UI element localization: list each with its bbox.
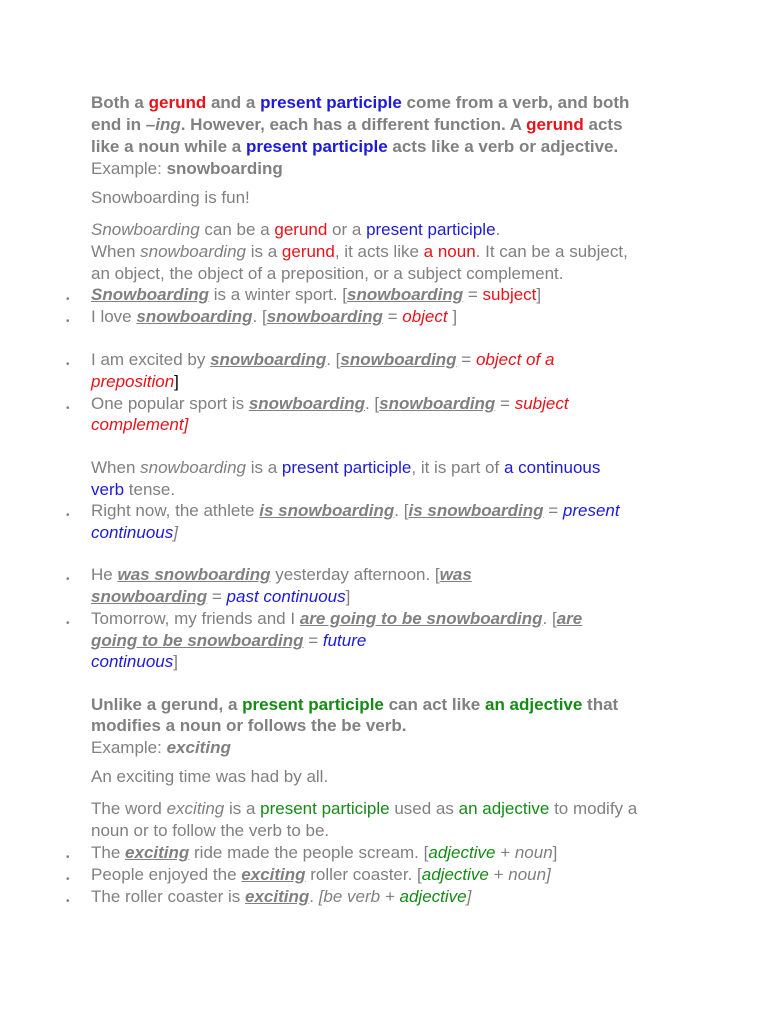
text-run: + bbox=[488, 865, 509, 884]
text-run: and a bbox=[206, 93, 261, 112]
target-word: exciting bbox=[125, 843, 190, 862]
sample-sentence: Snowboarding is fun! bbox=[91, 188, 250, 207]
text-run: or a bbox=[327, 220, 367, 239]
text-run: . It can be a subject, bbox=[475, 242, 628, 261]
text-run: is a bbox=[246, 242, 282, 261]
text-run: I am excited by bbox=[91, 350, 211, 369]
term-present-participle: present participle bbox=[260, 799, 390, 818]
list-item-continued bbox=[91, 651, 691, 673]
text-run: When bbox=[91, 458, 141, 477]
text-run: . [ bbox=[326, 350, 341, 369]
term-present-participle: present participle bbox=[245, 137, 388, 156]
target-word: exciting bbox=[245, 887, 310, 906]
function-label: [be verb + bbox=[318, 887, 400, 906]
function-label: complement bbox=[91, 415, 184, 434]
term-verb: verb bbox=[91, 480, 125, 499]
target-word: snowboarding bbox=[136, 307, 253, 326]
text-run: I love bbox=[91, 307, 137, 326]
participle-para-line-2 bbox=[91, 479, 691, 501]
example-label: Example: bbox=[91, 159, 167, 178]
target-word: snowboarding bbox=[379, 394, 496, 413]
intro-line-2 bbox=[91, 114, 691, 136]
text-run: The word bbox=[91, 799, 167, 818]
text-run: = bbox=[543, 501, 563, 520]
bullet-glyph: • bbox=[66, 403, 70, 414]
list-item-continued bbox=[91, 414, 691, 436]
function-label: past continuous bbox=[226, 587, 346, 606]
example-line bbox=[91, 158, 691, 180]
example-word: exciting bbox=[166, 738, 231, 757]
text-run: come from a verb, and both bbox=[401, 93, 630, 112]
text-run: = bbox=[382, 307, 403, 326]
sample-sentence: An exciting time was had by all. bbox=[91, 767, 329, 786]
adjective-intro-line-2: modifies a noun or follows the be verb. bbox=[91, 716, 407, 735]
term-continuous: a continuous bbox=[503, 458, 601, 477]
text-run: ] bbox=[552, 843, 558, 862]
text-run: is a bbox=[246, 458, 282, 477]
function-label: continuous bbox=[91, 652, 174, 671]
target-word: snowboarding bbox=[340, 350, 457, 369]
target-word: was bbox=[439, 565, 472, 584]
text-run: Both a bbox=[91, 93, 149, 112]
text-run: , it is part of bbox=[411, 458, 504, 477]
text-run: ] bbox=[466, 887, 472, 906]
text-run: One popular sport is bbox=[91, 394, 249, 413]
target-word: is snowboarding bbox=[408, 501, 544, 520]
function-label: object of a bbox=[475, 350, 555, 369]
text-run: , it acts like bbox=[334, 242, 424, 261]
target-word: are going to be snowboarding bbox=[299, 609, 543, 628]
target-word: going to be snowboarding bbox=[91, 631, 304, 650]
list-item-continued bbox=[91, 630, 691, 652]
text-run: can act like bbox=[383, 695, 485, 714]
function-label: noun bbox=[514, 843, 553, 862]
bullet-glyph: • bbox=[66, 618, 70, 629]
example-label: Example: bbox=[91, 738, 167, 757]
function-label: future bbox=[322, 631, 367, 650]
target-word: is snowboarding bbox=[259, 501, 395, 520]
intro-line-3 bbox=[91, 136, 691, 158]
list-item bbox=[91, 886, 691, 908]
target-word: Snowboarding bbox=[91, 285, 210, 304]
bullet-glyph: • bbox=[66, 294, 70, 305]
participle-para-line-1 bbox=[91, 457, 691, 479]
list-item-continued bbox=[91, 522, 691, 544]
text-run: He bbox=[91, 565, 118, 584]
adjective-para-line-1 bbox=[91, 798, 691, 820]
text-run: . [ bbox=[364, 394, 380, 413]
text-run: snowboarding bbox=[140, 242, 246, 261]
text-run: that bbox=[582, 695, 619, 714]
text-run: = bbox=[463, 285, 483, 304]
term-adjective: an adjective bbox=[458, 799, 550, 818]
example-word: snowboarding bbox=[166, 159, 283, 178]
text-run: end in bbox=[91, 115, 146, 134]
list-item bbox=[91, 306, 691, 328]
term-gerund: gerund bbox=[148, 93, 207, 112]
function-label: adjective bbox=[399, 887, 467, 906]
function-label: subject bbox=[482, 285, 537, 304]
bullet-glyph: • bbox=[66, 896, 70, 907]
text-run: ] bbox=[345, 587, 351, 606]
list-item bbox=[91, 500, 691, 522]
text-run: to modify a bbox=[549, 799, 638, 818]
text-run: is a winter sport. [ bbox=[209, 285, 347, 304]
bullet-glyph: • bbox=[66, 316, 70, 327]
text-run: Tomorrow, my friends and I bbox=[91, 609, 300, 628]
text-run: ] bbox=[447, 307, 458, 326]
bullet-glyph: • bbox=[66, 852, 70, 863]
function-label: adjective bbox=[428, 843, 496, 862]
text-run: The roller coaster is bbox=[91, 887, 245, 906]
term-gerund: gerund bbox=[274, 220, 328, 239]
list-item bbox=[91, 349, 691, 371]
term-present-participle: present participle bbox=[242, 695, 384, 714]
text-run: is a bbox=[224, 799, 261, 818]
text-run: roller coaster. [ bbox=[305, 865, 422, 884]
gerund-para-line-3: an object, the object of a preposition, or a subject complement. bbox=[91, 264, 564, 283]
text-run: ] bbox=[536, 285, 542, 304]
term-gerund: gerund bbox=[526, 115, 584, 134]
gerund-para-line-2 bbox=[91, 241, 691, 263]
gerund-para-line-1 bbox=[91, 219, 691, 241]
text-run: yesterday afternoon. [ bbox=[270, 565, 440, 584]
text-run: = bbox=[456, 350, 476, 369]
text-run: = bbox=[495, 394, 515, 413]
bullet-glyph: • bbox=[66, 359, 70, 370]
text-run: . [ bbox=[394, 501, 409, 520]
text-run: ] bbox=[183, 415, 189, 434]
text-run: ride made the people scream. [ bbox=[189, 843, 429, 862]
text-run: can be a bbox=[199, 220, 275, 239]
list-item bbox=[91, 608, 691, 630]
text-run: Unlike a gerund, a bbox=[91, 695, 243, 714]
target-word: snowboarding bbox=[248, 394, 365, 413]
target-word: are bbox=[556, 609, 583, 628]
text-run: . bbox=[309, 887, 319, 906]
term-adjective: an adjective bbox=[485, 695, 583, 714]
text-run: ] bbox=[546, 865, 551, 884]
target-word: snowboarding bbox=[210, 350, 327, 369]
function-label: noun bbox=[508, 865, 547, 884]
list-item bbox=[91, 564, 691, 586]
text-run: used as bbox=[389, 799, 459, 818]
term-present-participle: present participle bbox=[366, 220, 496, 239]
text-run: acts bbox=[583, 115, 623, 134]
list-item bbox=[91, 284, 691, 306]
function-label: subject bbox=[514, 394, 569, 413]
text-run: = bbox=[207, 587, 227, 606]
text-run: Right now, the athlete bbox=[91, 501, 260, 520]
text-run: like a noun while a bbox=[91, 137, 246, 156]
target-word: snowboarding bbox=[91, 587, 208, 606]
text-run: + bbox=[495, 843, 515, 862]
term-present-participle: present participle bbox=[260, 93, 402, 112]
text-run: acts like a verb or adjective. bbox=[387, 137, 619, 156]
text-run: = bbox=[303, 631, 323, 650]
text-run: . [ bbox=[252, 307, 267, 326]
text-run: . However, each has a different function. A bbox=[180, 115, 527, 134]
text-run: Snowboarding bbox=[91, 220, 200, 239]
text-run: exciting bbox=[166, 799, 225, 818]
function-label: continuous bbox=[91, 523, 174, 542]
function-label: object bbox=[402, 307, 448, 326]
list-item bbox=[91, 393, 691, 415]
term-gerund: gerund bbox=[281, 242, 335, 261]
list-item bbox=[91, 842, 691, 864]
text-run: tense. bbox=[124, 480, 176, 499]
function-label: preposition bbox=[91, 372, 175, 391]
text-run: ] bbox=[173, 652, 178, 671]
adjective-para-line-2: noun or to follow the verb to be. bbox=[91, 821, 330, 840]
list-item-continued bbox=[91, 586, 691, 608]
list-item bbox=[91, 864, 691, 886]
text-run: ] bbox=[174, 372, 179, 391]
target-word: snowboarding bbox=[346, 285, 464, 304]
term-noun: a noun bbox=[423, 242, 476, 261]
target-word: was snowboarding bbox=[117, 565, 271, 584]
text-run: . [ bbox=[542, 609, 557, 628]
adjective-intro-line-1 bbox=[91, 694, 691, 716]
target-word: exciting bbox=[241, 865, 306, 884]
ing-suffix: –ing bbox=[145, 115, 181, 134]
text-run: When bbox=[91, 242, 141, 261]
bullet-glyph: • bbox=[66, 510, 70, 521]
target-word: snowboarding bbox=[266, 307, 383, 326]
text-run: ] bbox=[173, 523, 178, 542]
bullet-glyph: • bbox=[66, 874, 70, 885]
text-run: . bbox=[495, 220, 501, 239]
bullet-glyph: • bbox=[66, 574, 70, 585]
term-present-participle: present participle bbox=[281, 458, 412, 477]
text-run: People enjoyed the bbox=[91, 865, 242, 884]
list-item-continued bbox=[91, 371, 691, 393]
example-line bbox=[91, 737, 691, 759]
text-run: The bbox=[91, 843, 126, 862]
text-run: snowboarding bbox=[140, 458, 246, 477]
function-label: present bbox=[562, 501, 620, 520]
intro-line-1 bbox=[91, 92, 691, 114]
function-label: adjective bbox=[421, 865, 489, 884]
